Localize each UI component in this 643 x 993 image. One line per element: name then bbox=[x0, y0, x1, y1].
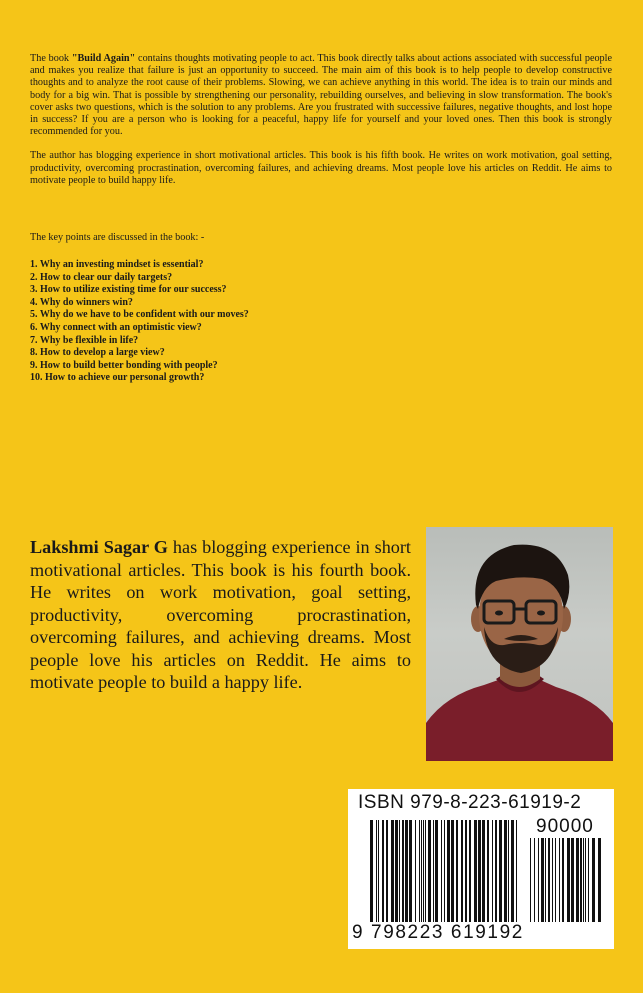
author-bio bbox=[30, 536, 411, 694]
barcode-bar bbox=[534, 838, 535, 922]
barcode-bar bbox=[395, 820, 398, 922]
author-bio-text: has blogging experience in short motivational articles. This book is his fourth book. He writes on work motivation, goal setting, productivity, overcoming procrastination, overcoming failures, and achieving dreams. Most people love his articles on Reddit. He aims to motivate people to build a happy life. bbox=[30, 537, 411, 692]
keypoint-item: 6. Why connect with an optimistic view? bbox=[30, 321, 202, 333]
barcode-bar bbox=[545, 838, 546, 922]
barcode-bar bbox=[487, 820, 489, 922]
barcode-bar bbox=[508, 820, 509, 922]
barcode-bar bbox=[425, 820, 426, 922]
barcode-bar bbox=[376, 820, 377, 922]
addon-bars bbox=[530, 838, 602, 922]
barcode-bar bbox=[504, 820, 507, 922]
barcode-bar bbox=[451, 820, 454, 922]
author-name: Lakshmi Sagar G bbox=[30, 537, 168, 557]
barcode-bar bbox=[402, 820, 404, 922]
barcode-bar bbox=[370, 820, 373, 922]
isbn-label: ISBN 979-8-223-61919-2 bbox=[358, 792, 582, 813]
barcode-bar bbox=[567, 838, 570, 922]
description-paragraph-1 bbox=[30, 53, 612, 138]
barcode-bar bbox=[552, 838, 553, 922]
author-portrait-icon bbox=[426, 527, 613, 761]
barcode-bar bbox=[592, 838, 595, 922]
barcode-bar bbox=[419, 820, 420, 922]
barcode-bar bbox=[444, 820, 445, 922]
barcode-bar bbox=[541, 838, 544, 922]
barcode-bar bbox=[516, 820, 517, 922]
barcode-bar bbox=[492, 820, 493, 922]
barcode-bar bbox=[499, 820, 502, 922]
description-body: contains thoughts motivating people to act. This book directly talks about actions associated with successful people and makes you realize that failure is just an opportunity to succeed. The main aim of this book is to help people to develop constructive thoughts and to analyze the root cause of their problems. Slowing, we can achieve anything in this world. The idea is to train our minds and body for a big win. That is possible by strengthening our personality, rebuilding ourselves, and believing in slow transformation. The book's cover asks two questions, which is the solution to any problems. Are you frustrated with successive failures, negative thoughts, and lost hope in success? If you are a person who is looking for a peaceful, happy life for yourself and your loved ones. Then this book is strongly recommended for you. bbox=[30, 53, 613, 138]
barcode-bar bbox=[409, 820, 412, 922]
keypoint-item: 9. How to build better bonding with people? bbox=[30, 359, 218, 371]
barcode-bar bbox=[382, 820, 384, 922]
barcode-bar bbox=[538, 838, 539, 922]
barcode-bar bbox=[482, 820, 485, 922]
barcode-bar bbox=[495, 820, 497, 922]
barcode-bar bbox=[585, 838, 586, 922]
price-addon-label: 90000 bbox=[536, 816, 594, 837]
barcode-bar bbox=[428, 820, 431, 922]
isbn-barcode bbox=[348, 789, 614, 949]
ean-bars bbox=[370, 820, 522, 922]
keypoint-item: 8. How to develop a large view? bbox=[30, 347, 165, 359]
description-paragraph-2: The author has blogging experience in short motivational articles. This book is his fifth book. He writes on work motivation, goal setting, productivity, overcoming procrastination, overcoming failures, and achieving dreams. Most people love his articles on Reddit. He aims to motivate people to build happy life. bbox=[30, 150, 612, 186]
barcode-bar bbox=[391, 820, 394, 922]
book-description bbox=[30, 53, 612, 199]
barcode-bar bbox=[433, 820, 434, 922]
barcode-bar bbox=[461, 820, 463, 922]
barcode-bar bbox=[571, 838, 574, 922]
keypoint-item: 10. How to achieve our personal growth? bbox=[30, 372, 205, 384]
barcode-bar bbox=[588, 838, 589, 922]
author-photo bbox=[426, 527, 613, 761]
book-title: "Build Again" bbox=[71, 53, 136, 64]
barcode-bar bbox=[562, 838, 564, 922]
barcode-bar bbox=[465, 820, 467, 922]
barcode-bar bbox=[598, 838, 601, 922]
barcode-bar bbox=[415, 820, 416, 922]
barcode-bar bbox=[478, 820, 481, 922]
barcode-bar bbox=[386, 820, 388, 922]
barcode-bar bbox=[423, 820, 424, 922]
barcode-bar bbox=[580, 838, 582, 922]
barcode-bar bbox=[576, 838, 579, 922]
keypoint-item: 4. Why do winners win? bbox=[30, 296, 133, 308]
barcode-bar bbox=[447, 820, 450, 922]
barcode-bar bbox=[378, 820, 379, 922]
keypoint-item: 5. Why do we have to be confident with our moves? bbox=[30, 309, 249, 321]
barcode-bar bbox=[441, 820, 442, 922]
barcode-bar bbox=[555, 838, 556, 922]
keypoint-item: 1. Why an investing mindset is essential? bbox=[30, 259, 204, 270]
barcode-bar bbox=[456, 820, 458, 922]
barcode-bar bbox=[435, 820, 438, 922]
keypoint-item: 2. How to clear our daily targets? bbox=[30, 271, 173, 283]
barcode-bar bbox=[583, 838, 584, 922]
barcode-bar bbox=[474, 820, 477, 922]
keypoint-item: 3. How to utilize existing time for our success? bbox=[30, 284, 227, 296]
barcode-bar bbox=[559, 838, 560, 922]
barcode-bar bbox=[421, 820, 422, 922]
keypoints-intro: The key points are discussed in the book: - bbox=[30, 232, 205, 243]
description-intro: The book bbox=[30, 53, 72, 64]
barcode-bar bbox=[405, 820, 408, 922]
barcode-bar bbox=[530, 838, 531, 922]
keypoint-item: 7. Why be flexible in life? bbox=[30, 334, 139, 346]
barcode-bar bbox=[469, 820, 471, 922]
keypoints-list bbox=[30, 259, 430, 385]
ean-digits: 9 798223 619192 bbox=[352, 922, 524, 943]
barcode-bar bbox=[511, 820, 514, 922]
barcode-bar bbox=[399, 820, 400, 922]
barcode-bar bbox=[548, 838, 550, 922]
